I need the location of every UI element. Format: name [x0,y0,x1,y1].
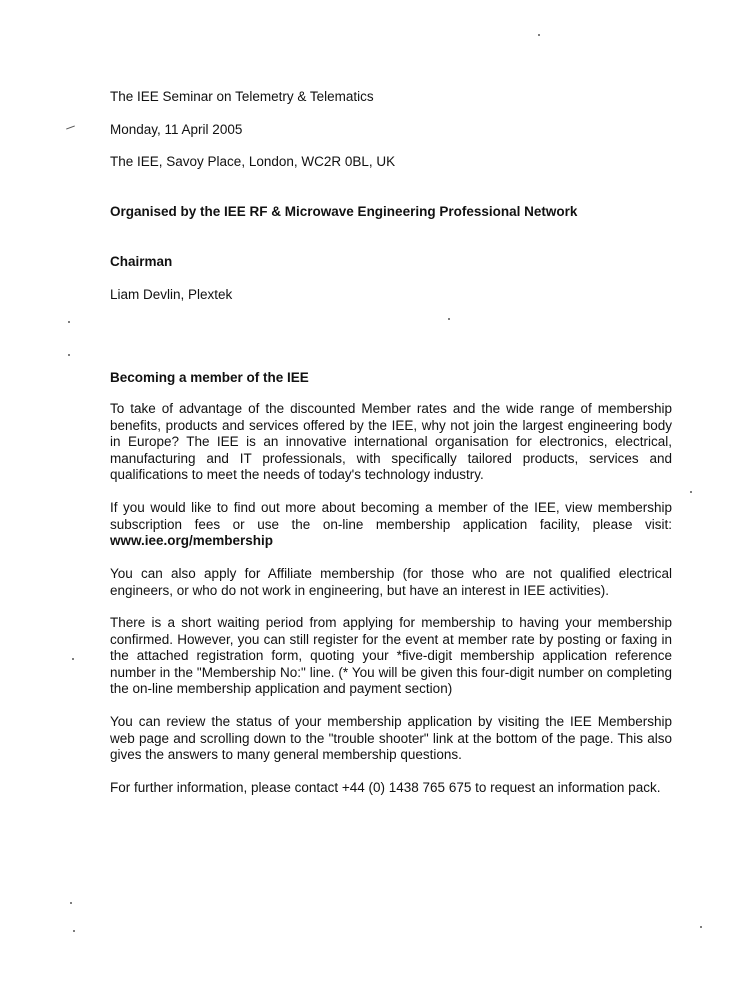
organiser-line: Organised by the IEE RF & Microwave Engineering Professional Network [110,204,578,219]
event-date: Monday, 11 April 2005 [110,122,243,137]
membership-link: www.iee.org/membership [110,533,274,549]
scan-speck [690,491,692,493]
scan-speck [700,926,702,928]
scan-speck [70,902,72,904]
scan-speck [68,321,70,323]
membership-paragraph-2-text: If you would like to find out more about becoming a member of the IEE, view membership subscription fees or use the on-line membership application facility, please visit: [110,500,672,532]
membership-paragraph-4: There is a short waiting period from applying for membership to having your membership confirmed. However, you can still register for the event at member rate by posting or faxing in the attached registration form, quoting your *five-digit membership application reference number in the "Membership No:" line. (* You will be given this four-digit number on completing the on-line membership application and payment section) [110,615,672,697]
scan-speck [538,34,540,36]
event-title: The IEE Seminar on Telemetry & Telematics [110,89,374,104]
scan-speck [66,125,75,129]
chairman-name: Liam Devlin, Plextek [110,287,233,302]
membership-paragraph-6: For further information, please contact +44 (0) 1438 765 675 to request an information pack. [110,780,661,795]
event-venue: The IEE, Savoy Place, London, WC2R 0BL, UK [110,154,396,169]
scan-speck [72,658,74,660]
membership-heading: Becoming a member of the IEE [110,370,309,385]
membership-paragraph-3: You can also apply for Affiliate membership (for those who are not qualified electrical engineers, or who do not work in engineering, but have an interest in IEE activities). [110,566,672,598]
membership-paragraph-2 [110,500,672,550]
scan-speck [68,354,70,356]
scan-speck [73,930,75,932]
scan-speck [448,318,450,320]
chairman-heading: Chairman [110,254,173,269]
membership-paragraph-1: To take of advantage of the discounted Member rates and the wide range of membership benefits, products and services offered by the IEE, why not join the largest engineering body in Europe? The IEE is an innovative international organisation for electronics, electrical, manufacturing and IT professionals, with specifically tailored products, services and qualifications to meet the needs of today's technology industry. [110,401,672,483]
membership-paragraph-5: You can review the status of your membership application by visiting the IEE Membership web page and scrolling down to the "trouble shooter" link at the bottom of the page. This also gives the answers to many general membership questions. [110,714,672,763]
